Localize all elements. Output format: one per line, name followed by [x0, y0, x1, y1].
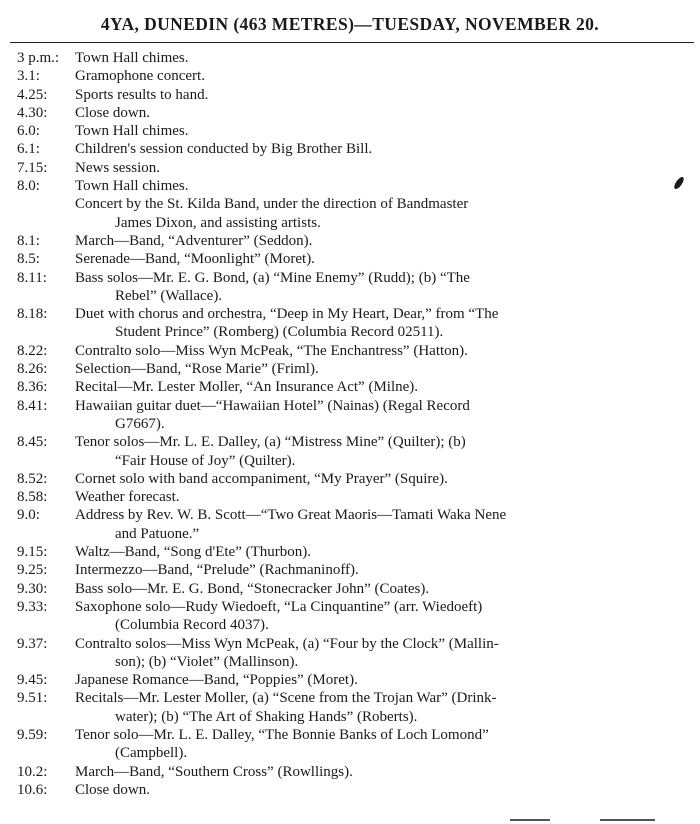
programme-entry: [17, 543, 693, 561]
entry-time: 7.15:: [17, 159, 48, 176]
entry-description: [69, 543, 693, 561]
programme-entry: [17, 561, 693, 579]
description-line: Town Hall chimes.: [75, 50, 189, 66]
entry-description: [69, 49, 693, 67]
entry-time: 6.0:: [17, 123, 40, 140]
description-line: Intermezzo—Band, “Prelude” (Rachmaninoff).: [75, 562, 359, 579]
entry-description: [69, 305, 693, 342]
entry-description: [69, 67, 693, 85]
entry-description: [69, 104, 693, 122]
description-line: Japanese Romance—Band, “Poppies” (Moret).: [75, 672, 358, 689]
entry-description: [69, 122, 693, 140]
description-line: (Columbia Record 4037).: [115, 617, 269, 634]
entry-time: 8.58:: [17, 489, 48, 506]
programme-entry: [17, 177, 693, 195]
description-line: Duet with chorus and orchestra, “Deep in My Heart, Dear,” from “The: [75, 306, 499, 323]
description-line: Bass solos—Mr. E. G. Bond, (a) “Mine Enemy” (Rudd); (b) “The: [75, 269, 470, 286]
entry-time: 8.5:: [17, 251, 40, 268]
entry-time: 9.51:: [17, 690, 48, 707]
description-line: Sports results to hand.: [75, 86, 209, 103]
entry-description: [69, 470, 693, 488]
description-line: Weather forecast.: [75, 489, 180, 506]
description-line: Bass solo—Mr. E. G. Bond, “Stonecracker John” (Coates).: [75, 580, 430, 597]
print-mark: [510, 819, 550, 821]
entry-time: 9.37:: [17, 635, 48, 652]
entry-description: [69, 250, 693, 268]
entry-description: [69, 360, 693, 378]
description-line: Rebel” (Wallace).: [115, 287, 223, 304]
entry-time: 9.25:: [17, 562, 48, 579]
entry-time: 9.30:: [17, 580, 48, 597]
entry-description: [69, 580, 693, 598]
description-line: Concert by the St. Kilda Band, under the direction of Bandmaster: [75, 196, 469, 213]
programme-entry: [17, 360, 693, 378]
description-line: water); (b) “The Art of Shaking Hands” (Roberts).: [115, 708, 418, 725]
programme-entry: [17, 232, 693, 250]
programme-entry: [17, 488, 693, 506]
programme-entry: [17, 86, 693, 104]
programme-entry: [17, 671, 693, 689]
entry-time: 9.59:: [17, 726, 48, 743]
entry-time: 8.45:: [17, 434, 48, 451]
programme-entry: [17, 506, 693, 543]
description-line: Close down.: [75, 104, 150, 121]
description-line: Town Hall chimes.: [75, 178, 189, 195]
entry-time: 3 p.m.:: [17, 50, 60, 66]
entry-description: [69, 195, 693, 232]
entry-time: 8.22:: [17, 342, 48, 359]
heading-rule: [10, 42, 694, 43]
programme-entry: [17, 598, 693, 635]
entry-description: [69, 671, 693, 689]
description-line: and Patuone.”: [115, 525, 200, 542]
entry-time: 8.11:: [17, 269, 47, 286]
entry-description: [69, 269, 693, 306]
description-line: G7667).: [115, 415, 165, 432]
entry-time: 6.1:: [17, 141, 40, 158]
entry-time: 4.25:: [17, 86, 48, 103]
description-line: Tenor solo—Mr. L. E. Dalley, “The Bonnie Banks of Loch Lomond”: [75, 726, 489, 743]
programme-list: [17, 49, 693, 799]
description-line: Serenade—Band, “Moonlight” (Moret).: [75, 251, 315, 268]
programme-entry: [17, 305, 693, 342]
description-line: Close down.: [75, 781, 150, 798]
entry-time: 8.18:: [17, 306, 48, 323]
entry-time: 4.30:: [17, 104, 48, 121]
description-line: James Dixon, and assisting artists.: [115, 214, 321, 231]
description-line: Student Prince” (Romberg) (Columbia Record 02511).: [115, 324, 444, 341]
description-line: Children's session conducted by Big Brother Bill.: [75, 141, 373, 158]
description-line: Gramophone concert.: [75, 68, 205, 85]
description-line: News session.: [75, 159, 160, 176]
description-line: “Fair House of Joy” (Quilter).: [115, 452, 296, 469]
entry-time: 9.15:: [17, 544, 48, 561]
programme-entry: [17, 195, 693, 232]
entry-description: [69, 598, 693, 635]
entry-time: 9.33:: [17, 598, 48, 615]
entry-time: 8.1:: [17, 232, 40, 249]
entry-description: [69, 635, 693, 672]
entry-description: [69, 561, 693, 579]
entry-time: 8.26:: [17, 361, 48, 378]
entry-description: [69, 177, 693, 195]
description-line: March—Band, “Adventurer” (Seddon).: [75, 232, 313, 249]
description-line: Recital—Mr. Lester Moller, “An Insurance Act” (Milne).: [75, 379, 419, 396]
description-line: Saxophone solo—Rudy Wiedoeft, “La Cinquantine” (arr. Wiedoeft): [75, 598, 483, 615]
entry-description: [69, 433, 693, 470]
description-line: son); (b) “Violet” (Mallinson).: [115, 653, 299, 670]
description-line: Contralto solo—Miss Wyn McPeak, “The Enchantress” (Hatton).: [75, 342, 468, 359]
description-line: Contralto solos—Miss Wyn McPeak, (a) “Four by the Clock” (Mallin-: [75, 635, 499, 652]
entry-description: [69, 763, 693, 781]
programme-entry: [17, 269, 693, 306]
description-line: (Campbell).: [115, 745, 188, 762]
entry-description: [69, 232, 693, 250]
programme-entry: [17, 689, 693, 726]
programme-entry: [17, 49, 693, 67]
description-line: Tenor solos—Mr. L. E. Dalley, (a) “Mistress Mine” (Quilter); (b): [75, 434, 466, 451]
programme-entry: [17, 470, 693, 488]
entry-time: 10.6:: [17, 781, 48, 798]
description-line: Town Hall chimes.: [75, 123, 189, 140]
entry-description: [69, 781, 693, 799]
programme-entry: [17, 580, 693, 598]
programme-heading: 4YA, DUNEDIN (463 METRES)—TUESDAY, NOVEMBER 20.: [100, 14, 600, 34]
entry-time: 8.41:: [17, 397, 48, 414]
entry-time: 10.2:: [17, 763, 48, 780]
entry-time: 9.45:: [17, 672, 48, 689]
description-line: Hawaiian guitar duet—“Hawaiian Hotel” (Nainas) (Regal Record: [75, 397, 470, 414]
programme-entry: [17, 781, 693, 799]
entry-description: [69, 86, 693, 104]
programme-entry: [17, 378, 693, 396]
entry-time: 9.0:: [17, 507, 40, 524]
entry-description: [69, 378, 693, 396]
programme-entry: [17, 122, 693, 140]
entry-description: [69, 689, 693, 726]
description-line: Cornet solo with band accompaniment, “My Prayer” (Squire).: [75, 470, 448, 487]
programme-entry: [17, 635, 693, 672]
programme-entry: [17, 67, 693, 85]
entry-description: [69, 159, 693, 177]
entry-time: 8.0:: [17, 178, 40, 195]
print-mark: [600, 819, 655, 821]
entry-description: [69, 397, 693, 434]
entry-description: [69, 342, 693, 360]
programme-entry: [17, 250, 693, 268]
entry-description: [69, 140, 693, 158]
programme-entry: [17, 104, 693, 122]
programme-entry: [17, 397, 693, 434]
description-line: Selection—Band, “Rose Marie” (Friml).: [75, 361, 319, 378]
entry-time: 8.36:: [17, 379, 48, 396]
programme-entry: [17, 763, 693, 781]
entry-time: 8.52:: [17, 470, 48, 487]
entry-description: [69, 506, 693, 543]
programme-entry: [17, 726, 693, 763]
description-line: Address by Rev. W. B. Scott—“Two Great Maoris—Tamati Waka Nene: [75, 507, 507, 524]
entry-time: 3.1:: [17, 68, 40, 85]
entry-time: [17, 195, 69, 232]
programme-entry: [17, 140, 693, 158]
programme-entry: [17, 342, 693, 360]
description-line: Waltz—Band, “Song d'Ete” (Thurbon).: [75, 544, 312, 561]
description-line: March—Band, “Southern Cross” (Rowllings).: [75, 763, 353, 780]
entry-description: [69, 488, 693, 506]
programme-entry: [17, 159, 693, 177]
description-line: Recitals—Mr. Lester Moller, (a) “Scene from the Trojan War” (Drink-: [75, 690, 497, 707]
programme-entry: [17, 433, 693, 470]
entry-description: [69, 726, 693, 763]
